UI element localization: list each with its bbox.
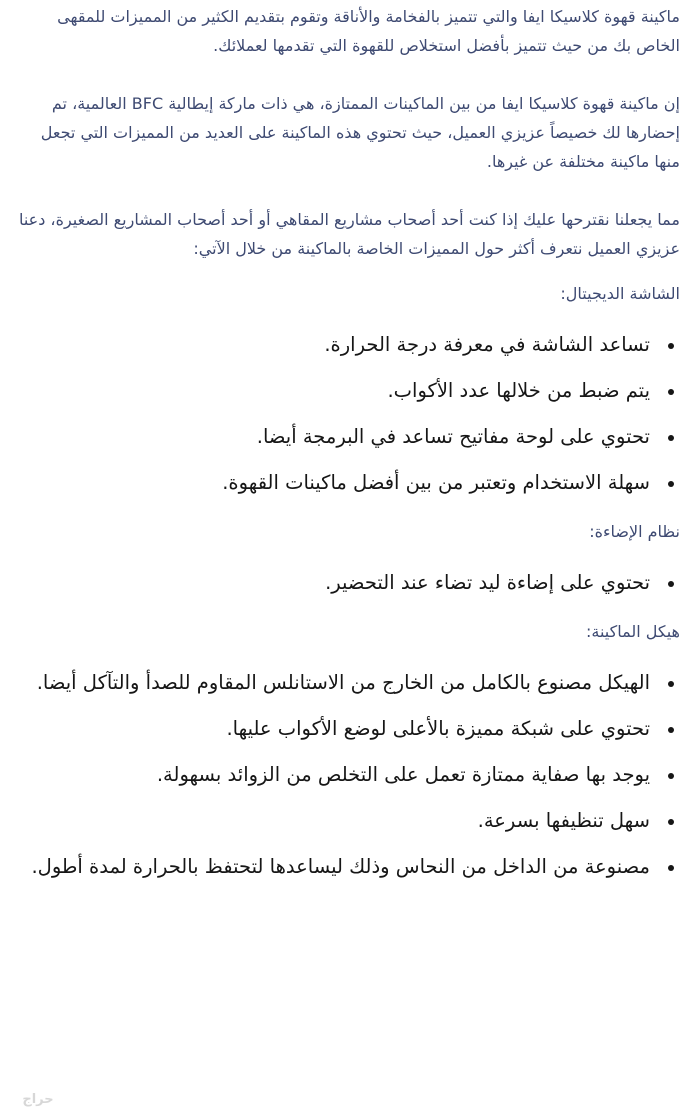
list-item: تحتوي على إضاءة ليد تضاء عند التحضير. xyxy=(18,567,650,599)
intro-paragraph: ماكينة قهوة كلاسيكا ايفا والتي تتميز بالفخامة والأناقة وتقوم بتقديم الكثير من المميزات للمقهى الخاص بك من حيث تتميز بأفضل استخلاص للقهوة التي تقدمها لعملائك. xyxy=(57,7,680,55)
section-heading: نظام الإضاءة: xyxy=(589,522,680,541)
feature-list xyxy=(18,667,680,883)
feature-list xyxy=(18,567,680,599)
section-machine-body xyxy=(18,619,680,883)
list-item: يتم ضبط من خلالها عدد الأكواب. xyxy=(18,375,650,407)
features-intro-paragraph: مما يجعلنا نقترحها عليك إذا كنت أحد أصحاب مشاريع المقاهي أو أحد أصحاب المشاريع الصغيرة، دعنا عزيزي العميل نتعرف أكثر حول المميزات الخاصة بالماكينة من خلال الآتي: xyxy=(18,210,680,258)
list-item: سهلة الاستخدام وتعتبر من بين أفضل ماكينات القهوة. xyxy=(18,467,650,499)
watermark-logo: حراج xyxy=(22,1091,54,1107)
list-item: تحتوي على شبكة مميزة بالأعلى لوضع الأكواب عليها. xyxy=(18,713,650,745)
list-item: تساعد الشاشة في معرفة درجة الحرارة. xyxy=(18,329,650,361)
section-heading: الشاشة الديجيتال: xyxy=(560,284,680,303)
list-item: الهيكل مصنوع بالكامل من الخارج من الاستانلس المقاوم للصدأ والتآكل أيضا. xyxy=(18,667,650,699)
list-item: مصنوعة من الداخل من النحاس وذلك ليساعدها لتحتفظ بالحرارة لمدة أطول. xyxy=(18,851,650,883)
list-item: يوجد بها صفاية ممتازة تعمل على التخلص من الزوائد بسهولة. xyxy=(18,759,650,791)
feature-list xyxy=(18,329,680,499)
section-lighting-system xyxy=(18,519,680,599)
section-digital-screen xyxy=(18,281,680,499)
list-item: تحتوي على لوحة مفاتيح تساعد في البرمجة أيضا. xyxy=(18,421,650,453)
brand-paragraph: إن ماكينة قهوة كلاسيكا ايفا من بين الماكينات الممتازة، هي ذات ماركة إيطالية BFC العالمية، تم إحضارها لك خصيصاً عزيزي العميل، حيث تحتوي هذه الماكينة على العديد من المميزات التي تجعل منها ماكينة مختلفة عن غيرها. xyxy=(40,94,680,171)
section-heading: هيكل الماكينة: xyxy=(586,622,680,641)
list-item: سهل تنظيفها بسرعة. xyxy=(18,805,650,837)
